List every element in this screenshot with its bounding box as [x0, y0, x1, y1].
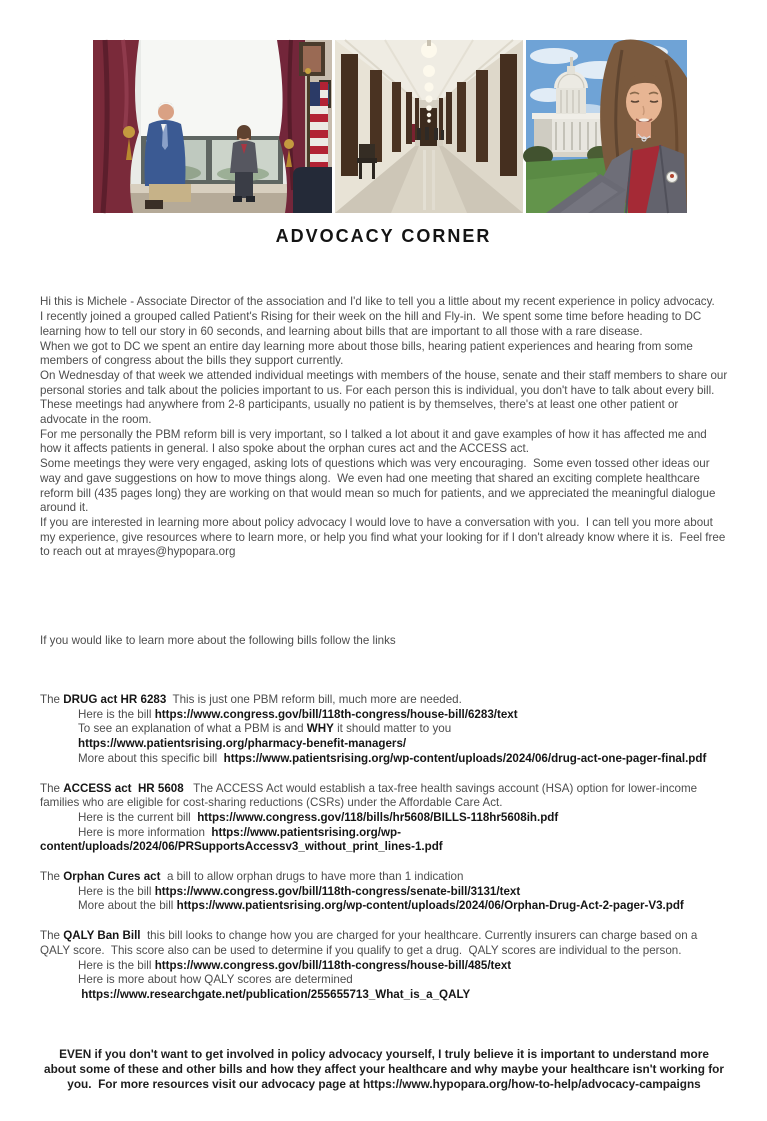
text-segment: The: [40, 929, 64, 943]
bill-section: [40, 693, 728, 767]
bills-block: [40, 678, 728, 1003]
bill-line: [40, 752, 728, 767]
capitol-selfie-photo: [526, 40, 687, 213]
link-url[interactable]: https://www.congress.gov/bill/118th-congress/house-bill/485/text: [154, 958, 512, 972]
spacer: [40, 678, 728, 693]
text-segment: Orphan Cures act: [63, 870, 161, 884]
spacer: [40, 767, 728, 782]
intro-paragraph: On Wednesday of that week we attended individual meetings with members of the house, senate and their staff members to share our personal stories and talk about the policies important to us. For each person this is individual, you don't have to talk about every bill. These meetings had anywhere from 2-8 participants, usually no patient is by themselves, there's at least one other patient or advocate in the room.: [40, 368, 731, 427]
text-segment: Here is the current bill: [78, 810, 198, 824]
bill-line: [40, 973, 728, 988]
link-url[interactable]: https://www.congress.gov/bill/118th-congress/house-bill/6283/text: [154, 707, 518, 721]
bill-line: [40, 782, 728, 811]
link-url[interactable]: https://www.patientsrising.org/wp-content/uploads/2024/06/drug-act-one-pager-final.pdf: [223, 751, 707, 765]
link-url[interactable]: https://www.patientsrising.org/pharmacy-benefit-managers/: [78, 737, 407, 751]
link-url[interactable]: https://www.congress.gov/118/bills/hr5608/BILLS-118hr5608ih.pdf: [197, 810, 559, 824]
page-title: ADVOCACY CORNER: [275, 226, 492, 246]
bill-line: [40, 929, 728, 958]
bill-line: [40, 899, 728, 914]
bill-line: [40, 826, 728, 855]
office-meeting-photo: [93, 40, 332, 213]
text-segment: The ACCESS Act would establish a tax-free health savings account (HSA) option for lower-income families who are eligible for cost-sharing reductions (CSRs) under the Affordable Care Act.: [40, 781, 701, 810]
bill-line: [40, 988, 728, 1003]
text-segment: Here is the bill: [78, 958, 155, 972]
text-segment: DRUG act HR 6283: [63, 692, 167, 706]
intro-paragraph: I recently joined a grouped called Patient's Rising for their week on the hill and Fly-in. We spent some time before heading to DC learning how to tell our story in 60 seconds, and learning about bills that are important to all those with a rare disease.: [40, 310, 705, 338]
closing-paragraph: EVEN if you don't want to get involved in policy advocacy yourself, I truly believe it is important to understand more about some of these and other bills and how they affect your healthcare and why maybe your healthcare isn't working for you. For more resources visit our advocacy page at https://www.hypopara.org/how-to-help/advocacy-campaigns: [44, 1047, 728, 1091]
bill-line: [40, 737, 728, 752]
intro-paragraph: When we got to DC we spent an entire day learning more about those bills, hearing patient experiences and hearing from some members of congress about the bills they support currently.: [40, 339, 697, 368]
text-segment: ACCESS act HR 5608: [63, 781, 184, 795]
bill-line: [40, 708, 728, 723]
text-segment: Here is more about how QALY scores are determined: [78, 973, 353, 987]
intro-paragraph: If you are interested in learning more about policy advocacy I would love to have a conversation with you. I can tell you more about my experience, give resources where to learn more, or help you find what your looking for if I don't already know where it is. Feel free to reach out at mrayes@hypopara.org: [40, 515, 729, 559]
intro-block: [40, 295, 731, 560]
text-segment: WHY: [306, 722, 334, 736]
spacer: [40, 914, 728, 929]
link-url[interactable]: https://www.congress.gov/bill/118th-congress/senate-bill/3131/text: [154, 884, 521, 898]
link-url[interactable]: https://www.patientsrising.org/wp-content/uploads/2024/06/Orphan-Drug-Act-2-pager-V3.pdf: [176, 899, 684, 913]
links-intro-line: If you would like to learn more about the following bills follow the links: [40, 633, 396, 647]
intro-paragraph: Some meetings they were very engaged, asking lots of questions which was very encouraging. Some even tossed other ideas our way and gave suggestions on how to move things along. We even had one meeting that shared an exciting complete healthcare reform bill (435 pages long) they are working on that would mean so much for patients, and we appreciated the meaningful dialogue around it.: [40, 457, 719, 515]
body-content: [40, 266, 731, 1121]
text-segment: it should matter to you: [333, 722, 452, 736]
text-segment: To see an explanation of what a PBM is and: [78, 722, 307, 736]
bill-line: [40, 722, 728, 737]
text-segment: QALY Ban Bill: [63, 929, 141, 943]
bill-section: [40, 782, 728, 856]
bill-line: [40, 811, 728, 826]
text-segment: a bill to allow orphan drugs to have more than 1 indication: [160, 870, 464, 884]
hallway-photo: [335, 40, 523, 213]
text-segment: More about this specific bill: [78, 751, 224, 765]
bill-line: [40, 959, 728, 974]
intro-paragraph: Hi this is Michele - Associate Director of the association and I'd like to tell you a little about my recent experience in policy advocacy.: [40, 295, 715, 309]
link-url[interactable]: https://www.patientsrising.org/wp-content/uploads/2024/06/PRSupportsAccessv3_without_print_lines-1.pdf: [40, 825, 443, 854]
bill-line: [40, 693, 728, 708]
text-segment: The: [40, 870, 64, 884]
bill-section: [40, 870, 728, 914]
photo-strip: [93, 40, 685, 213]
spacer: [40, 589, 728, 604]
spacer: [40, 855, 728, 870]
text-segment: The: [40, 692, 64, 706]
intro-paragraph: For me personally the PBM reform bill is very important, so I talked a lot about it and gave examples of how it has affected me and how it affects patients in general. I also spoke about the orphan cures act and the ACCESS act.: [40, 427, 710, 456]
text-segment: Here is more information: [78, 825, 212, 839]
text-segment: Here is the bill: [78, 707, 155, 721]
link-url[interactable]: https://www.researchgate.net/publication/255655713_What_is_a_QALY: [81, 987, 471, 1001]
text-segment: More about the bill: [78, 899, 177, 913]
bill-line: [40, 885, 728, 900]
text-segment: The: [40, 781, 64, 795]
bill-line: [40, 870, 728, 885]
text-segment: Here is the bill: [78, 884, 155, 898]
text-segment: This is just one PBM reform bill, much more are needed.: [166, 692, 462, 706]
bill-section: [40, 929, 728, 1003]
text-segment: this bill looks to change how you are charged for your healthcare. Currently insurers can charge based on a QALY score. This score also can be used to determine if you qualify to get a drug. QALY scores are individual to the person.: [40, 929, 701, 957]
